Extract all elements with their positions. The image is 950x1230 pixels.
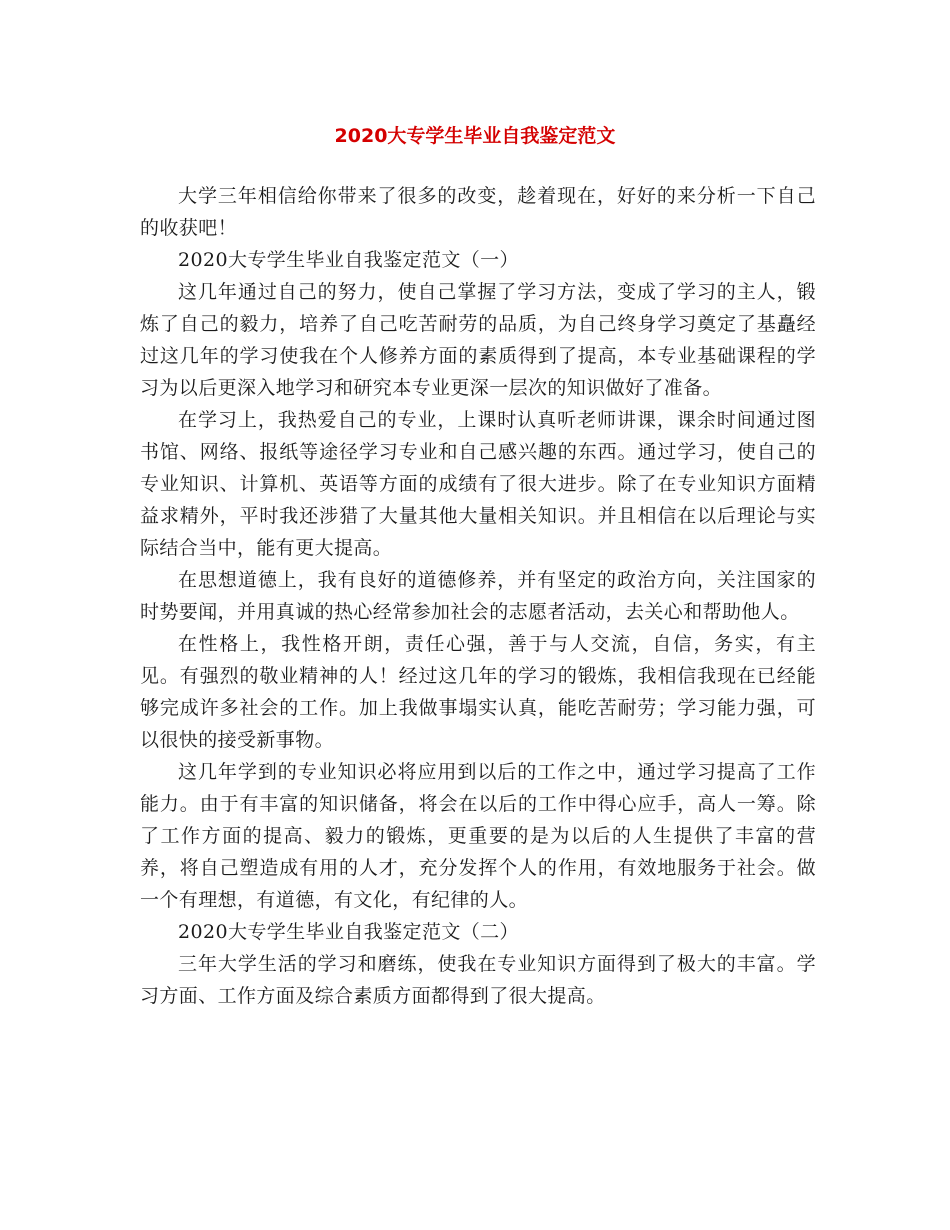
section-heading-2: 2020大专学生毕业自我鉴定范文（二） bbox=[178, 921, 519, 943]
paragraph-intro: 大学三年相信给你带来了很多的改变，趁着现在，好好的来分析一下自己的收获吧！ bbox=[140, 185, 816, 239]
paragraph-morality: 在思想道德上，我有良好的道德修养，并有坚定的政治方向，关注国家的时势要闻，并用真诚的热心经常参加社会的志愿者活动，去关心和帮助他人。 bbox=[140, 569, 816, 623]
paragraph-study: 在学习上，我热爱自己的专业，上课时认真听老师讲课，课余时间通过图书馆、网络、报纸等途径学习专业和自己感兴趣的东西。通过学习，使自己的专业知识、计算机、英语等方面的成绩有了很大进步。除了在专业知识方面精益求精外，平时我还涉猎了大量其他大量相关知识。并且相信在以后理论与实际结合当中，能有更大提高。 bbox=[140, 409, 816, 559]
paragraph-effort: 这几年通过自己的努力，使自己掌握了学习方法，变成了学习的主人，锻炼了自己的毅力，培养了自己吃苦耐劳的品质，为自己终身学习奠定了基矗经过这几年的学习使我在个人修养方面的素质得到了提高，本专业基础课程的学习为以后更深入地学习和研究本专业更深一层次的知识做好了准备。 bbox=[140, 281, 816, 399]
paragraph-three-years: 三年大学生活的学习和磨练，使我在专业知识方面得到了极大的丰富。学习方面、工作方面及综合素质方面都得到了很大提高。 bbox=[140, 953, 816, 1007]
document-title: 2020大专学生毕业自我鉴定范文 bbox=[334, 125, 616, 147]
section-heading-1: 2020大专学生毕业自我鉴定范文（一） bbox=[178, 249, 519, 271]
document-body bbox=[140, 180, 816, 1012]
paragraph-application: 这几年学到的专业知识必将应用到以后的工作之中，通过学习提高了工作能力。由于有丰富的知识储备，将会在以后的工作中得心应手，高人一筹。除了工作方面的提高、毅力的锻炼，更重要的是为以后的人生提供了丰富的营养，将自己塑造成有用的人才，充分发挥个人的作用，有效地服务于社会。做一个有理想，有道德，有文化，有纪律的人。 bbox=[140, 761, 816, 911]
paragraph-character: 在性格上，我性格开朗，责任心强，善于与人交流，自信，务实，有主见。有强烈的敬业精神的人！经过这几年的学习的锻炼，我相信我现在已经能够完成许多社会的工作。加上我做事塌实认真，能吃苦耐劳；学习能力强，可以很快的接受新事物。 bbox=[140, 633, 816, 751]
